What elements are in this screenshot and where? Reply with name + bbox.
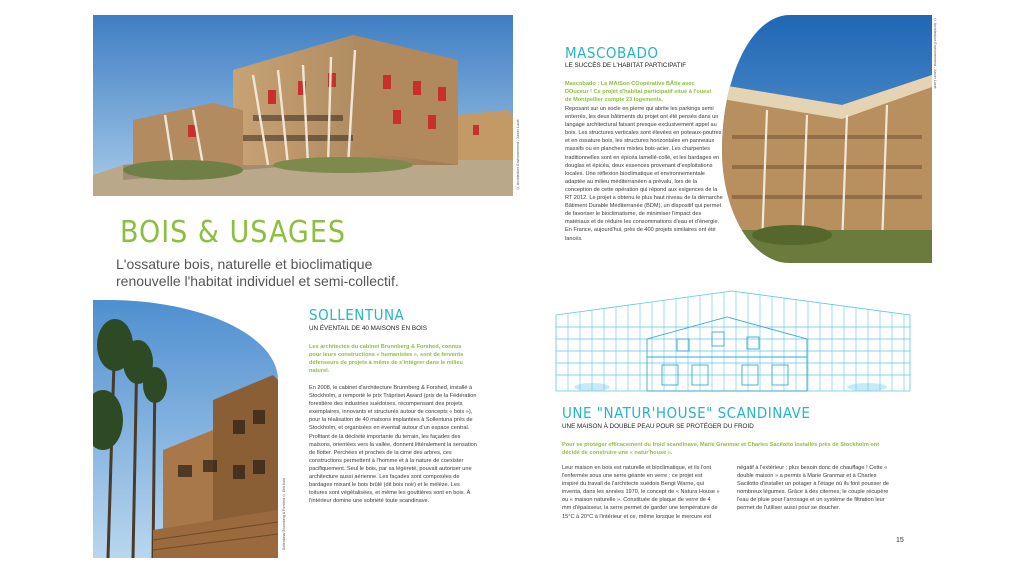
page-title: BOIS & USAGES [120,215,347,250]
mascobado-heading: MASCOBADO [565,44,659,62]
naturhouse-body-col1: Leur maison en bois est naturelle et bioclimatique, et ils l'ont l'enfermée sous une serre géante en verre : ce projet est inspiré du travail de l'architecte suédois Bengt Warne, qui inventa, dans les années 1970, le concept de « Natura House » ou « maison naturelle ». Constituée de plaque de verre de 4 mm d'épaisseur, la serre permet de garder une température de 15°C à 20°C à l'intérieur et ce, même lorsque le mercure est [562,465,720,520]
mascobado-photo-main [93,15,513,196]
naturhouse-heading: UNE "NATUR'HOUSE" SCANDINAVE [562,404,811,422]
page-number: 15 [896,537,904,544]
sollentuna-body: En 2008, le cabinet d'architecture Brunnberg & Forshed, installé à Stockholm, a remporté le prix Träpriset Award (prix de la Fédération forestière des industries suédoises, récompensant des projets exemplaires, innovants et structurés autour de concepts « bois »), pour la réalisation de 40 maisons implantées à Sollentuna près de Stockholm, et organisées en éventail autour d'un espace central. Profitant de la déclivité importante du terrain, les façades des maisons, orientées vers la vallée, donnent littéralement la sensation de flotter. Perchées et proches de la cime des arbres, ces constructions permettent à l'homme et à la nature de coexister pacifiquement. Seul le bois, par sa légèreté, pouvait autoriser une architecture aussi aérienne. Les façades sont composées de bardages mixant le bois brûlé (dit bois noir) et le mélèze. Les toitures sont végétalisées, et même les gouttières sont en bois. À l'intérieur domine une sobriété toute scandinave. [309,385,477,505]
naturhouse-blueprint [552,287,914,395]
naturhouse-body-col2: négatif à l'extérieur ; plus besoin donc de chauffage ! Cette « double maison » a permis à Marie Granmar et à Charles Sacilotto d'installer un potager à l'étage où ils font pousser de nombreux légumes. Grâce à des citernes, le couple récupère l'eau de pluie pour l'arrosage et un système de filtration leur permet de l'utiliser aussi pour se doucher. [737,465,890,512]
sollentuna-photo-credit: Sollentuna/ Brunnberg & Forshed © Dirk Kahl [282,477,286,550]
page-subtitle-line-1: L'ossature bois, naturelle et bioclimatique [116,256,373,272]
mascobado-photo-credit: © Architecture Environnement - Xavier Lucet [516,119,520,190]
sollentuna-kicker: UN ÉVENTAIL DE 40 MAISONS EN BOIS [309,325,427,332]
naturhouse-lede: Pour se protéger efficacement du froid scandinave, Marie Granmar et Charles Sacilotto installés près de Stockholm ont décidé de construire une « natur'house ». [562,442,880,457]
sollentuna-lede: Les architectes du cabinet Brunnberg & Forshed, connus pour leurs constructions « humanistes », sont de fervents défenseurs de projets à même de s'intégrer dans le milieu naturel. [309,344,464,375]
mascobado-lede: Mascobado : La MAiSon COopérative BÂtie avec DOuceur ! Ce projet d'habitat participatif situé à l'ouest de Montpellier compte 23 logements. [565,81,712,104]
mascobado-kicker: LE SUCCÈS DE L'HABITAT PARTICIPATIF [565,62,687,69]
courtyard-photo-credit: © Architecture Environnement - Xavier Lucet [933,18,937,89]
sollentuna-photo [93,300,278,558]
naturhouse-kicker: UNE MAISON À DOUBLE PEAU POUR SE PROTÉGER DU FROID [562,423,754,430]
mascobado-body: Reposant sur un socle en pierre qui abrite les parkings semi enterrés, les deux bâtiments du projet ont été pensés dans un langage architectural faisant presque exclusivement appel au bois. Les structures verticales sont élevées en poteaux-poutres et en ossature bois, les structures horizontales en panneaux massifs ou en planchers mixtes bois-acier. Les charpentes traditionnelles sont en épicéa lamellé-collé, et les bardages en douglas et épicéa, deux essences provenant d'exploitations locales. Une réflexion bioclimatique et environnementale adaptée au milieu méditerranéen a prévalu, lors de la conception de cette opération qui répond aux exigences de la RT 2012. Le projet a obtenu le plus haut niveau de la démarche Bâtiment Durable Méditerranée (BDM), un dispositif qui permet de favoriser le bioclimatisme, de minimiser l'impact des matériaux et de réduire les consommations d'eau et d'énergie. En France, aujourd'hui, près de 400 projets similaires ont été lancés. [565,106,723,242]
page-subtitle-line-2: renouvelle l'habitat individuel et semi-collectif. [116,273,399,289]
sollentuna-heading: SOLLENTUNA [309,306,405,324]
mascobado-photo-courtyard [722,15,932,263]
